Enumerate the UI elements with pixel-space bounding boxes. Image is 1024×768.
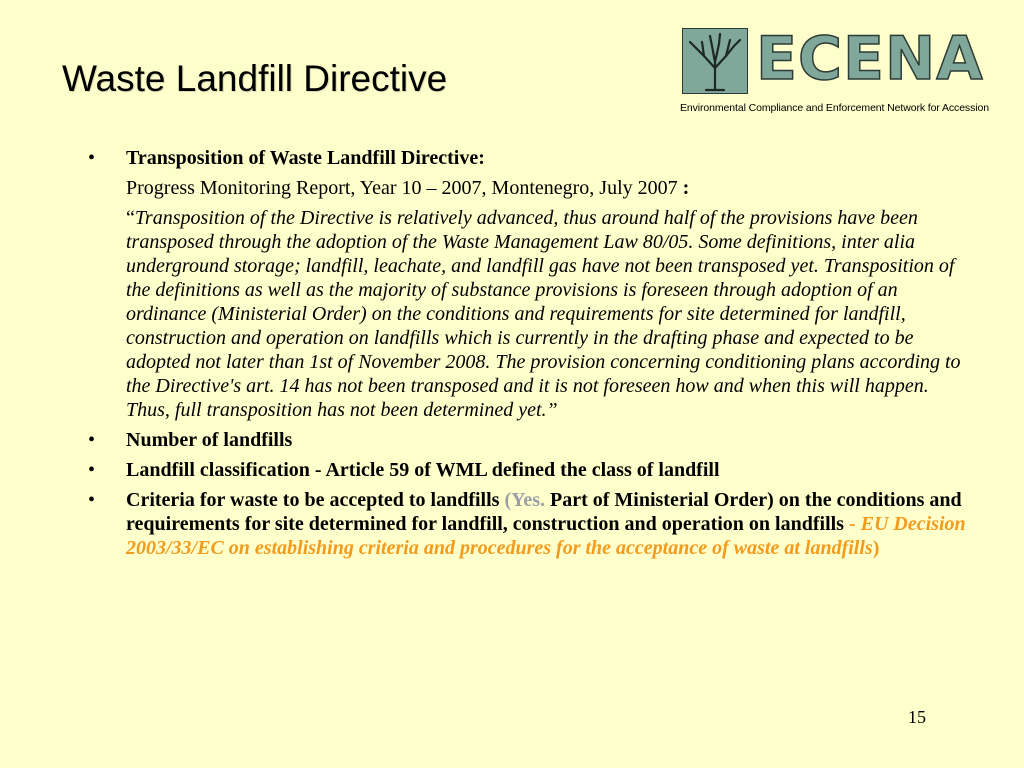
quote-text: Transposition of the Directive is relatively advanced, thus around half of the provisions have been transposed through the adoption of the Waste Management Law 80/05. Some definitions, inter alia underground storage; landfill, leachate, and landfill gas have not been transposed yet. Transposition of the definitions as well as the majority of substance provisions is foreseen through adoption of an ordinance (Ministerial Order) on the conditions and requirements for site determined for landfill, construction and operation on landfills which is currently in the drafting phase and expected to be adopted not later than 1st of November 2008. The provision concerning conditioning plans according to the Directive's art. 14 has not been transposed and it is not foreseen how and when this will happen. Thus, full transposition has not been determined yet.” xyxy=(126,207,961,421)
bullet-text xyxy=(126,488,968,560)
bullet-marker: • xyxy=(88,489,96,511)
closing-paren: ) xyxy=(872,537,880,559)
bullet-marker: • xyxy=(88,459,96,481)
slide-content xyxy=(88,146,968,566)
bullet-list xyxy=(88,146,968,560)
report-quote xyxy=(126,206,968,422)
criteria-text: Criteria for waste to be accepted to landfills xyxy=(126,489,505,511)
ecena-logo xyxy=(676,26,1006,122)
eu-decision-reference: EU Decision 2003/33/EC on establishing criteria and procedures for the acceptance of waste at landfills xyxy=(126,513,966,559)
bullet-text: Number of landfills xyxy=(126,429,293,451)
bullet-marker: • xyxy=(88,429,96,451)
logo-subtitle: Environmental Compliance and Enforcement Network for Accession xyxy=(680,102,989,114)
quote-open-mark: “ xyxy=(126,207,135,229)
bullet-acceptance-criteria xyxy=(88,488,968,560)
tree-logo-icon xyxy=(682,28,748,94)
bullet-number-of-landfills xyxy=(88,428,968,452)
bullet-marker: • xyxy=(88,147,96,169)
report-source xyxy=(126,176,968,200)
report-source-text: Progress Monitoring Report, Year 10 – 2007, Montenegro, July 2007 xyxy=(126,177,678,199)
bullet-text: Landfill classification - Article 59 of WML defined the class of landfill xyxy=(126,459,720,481)
dash-separator: - xyxy=(843,513,861,535)
yes-note: (Yes. xyxy=(504,489,550,511)
report-source-colon: : xyxy=(677,177,690,199)
ministerial-order-text: Part of Ministerial Order) on the conditions and requirements for site determined for landfill, construction and operation on landfills xyxy=(126,489,962,535)
bullet-landfill-classification xyxy=(88,458,968,482)
slide-title: Waste Landfill Directive xyxy=(62,58,448,99)
bullet-transposition xyxy=(88,146,968,422)
bullet-heading: Transposition of Waste Landfill Directive: xyxy=(126,147,485,169)
logo-wordmark: ECENA xyxy=(756,24,984,94)
page-number: 15 xyxy=(908,707,926,727)
